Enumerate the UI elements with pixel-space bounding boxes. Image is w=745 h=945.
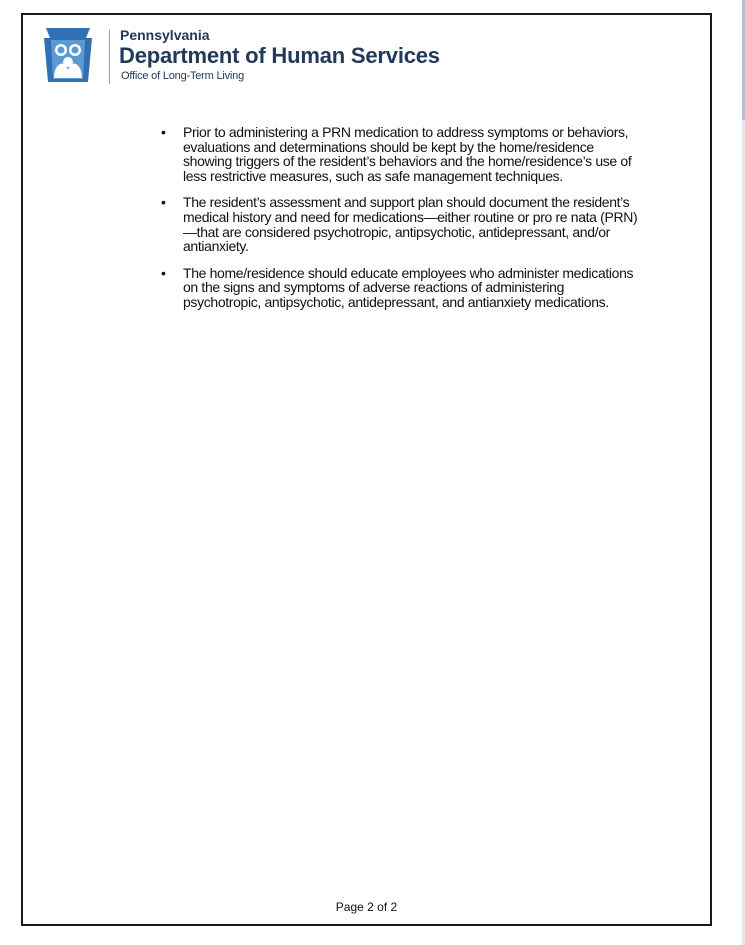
bullet-item xyxy=(161,266,641,310)
letterhead-department: Department of Human Services xyxy=(119,43,440,68)
bullet-text: Prior to administering a PRN medication to address symptoms or behaviors, evaluations and determinations should be kept by the home/residence showing triggers of the resident’s behaviors and the home/residence’s use of less restrictive measures, such as safe management techniques. xyxy=(183,124,632,184)
bullet-dot-icon: • xyxy=(161,264,166,281)
bullet-list xyxy=(161,125,641,322)
bullet-item xyxy=(161,125,641,183)
bullet-item xyxy=(161,195,641,253)
letterhead-state: Pennsylvania xyxy=(120,27,210,43)
keystone-family-seal-icon xyxy=(42,26,94,84)
bullet-text: The resident’s assessment and support plan should document the resident’s medical history and need for medications—either routine or pro re nata (PRN)—that are considered psychotropic, antipsychotic, antidepressant, and/or antianxiety. xyxy=(183,194,638,255)
bullet-dot-icon: • xyxy=(161,194,166,211)
bullet-dot-icon: • xyxy=(161,124,166,140)
page-footer: Page 2 of 2 xyxy=(335,900,398,914)
bullet-text: The home/residence should educate employees who administer medications on the signs and symptoms of adverse reactions of administering psychotropic, antipsychotic, antidepressant, and antianxiety medications. xyxy=(183,264,634,310)
letterhead xyxy=(42,26,482,86)
document-page xyxy=(21,13,712,926)
letterhead-divider xyxy=(109,30,110,84)
letterhead-office: Office of Long-Term Living xyxy=(121,70,244,82)
